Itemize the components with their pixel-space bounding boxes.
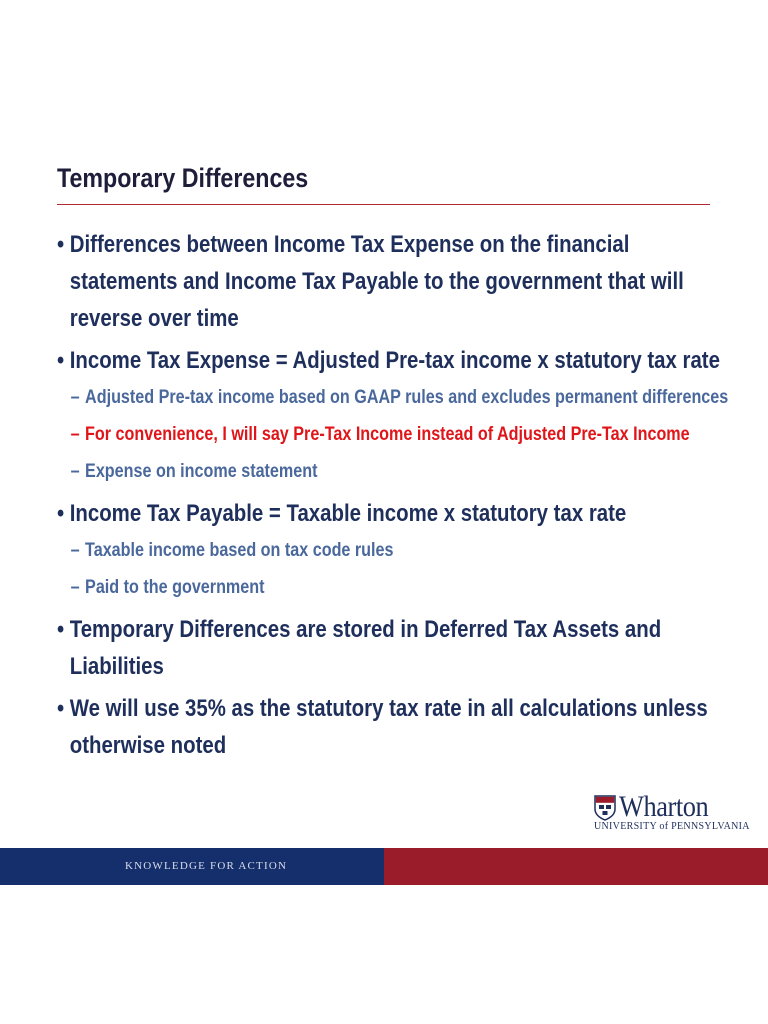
bullet-text: Adjusted Pre-tax income based on GAAP rules and excludes permanent differences <box>85 387 729 408</box>
footer-tagline: KNOWLEDGE FOR ACTION <box>125 860 288 872</box>
bullet-text: For convenience, I will say Pre-Tax Income instead of Adjusted Pre-Tax Income <box>85 424 690 445</box>
sub-bullet-item <box>57 384 740 412</box>
bullet-item <box>57 495 724 532</box>
bullet-marker: • <box>57 231 65 258</box>
logo-wordmark: Wharton <box>619 790 709 823</box>
footer-bar <box>0 848 768 885</box>
bullet-marker: • <box>57 500 65 527</box>
dash-marker: – <box>70 424 80 445</box>
sub-bullet-item <box>57 574 740 602</box>
bullet-marker: • <box>57 695 65 722</box>
logo-subtitle: UNIVERSITY of PENNSYLVANIA <box>594 821 750 832</box>
dash-marker: – <box>70 387 80 408</box>
dash-marker: – <box>70 577 80 598</box>
bullet-text: Temporary Differences are stored in Deferred Tax Assets and Liabilities <box>69 616 662 680</box>
sub-bullet-item <box>57 458 740 486</box>
dash-marker: – <box>70 540 80 561</box>
bullet-text: Income Tax Payable = Taxable income x statutory tax rate <box>69 500 627 527</box>
slide-title: Temporary Differences <box>57 163 309 193</box>
bullet-text: Income Tax Expense = Adjusted Pre-tax income x statutory tax rate <box>69 347 720 374</box>
bullet-list <box>57 226 757 769</box>
bullet-text: Differences between Income Tax Expense on the financial statements and Income Tax Payable to the government that will reverse over time <box>69 231 684 332</box>
bullet-item <box>57 611 724 685</box>
sub-bullet-item <box>57 421 740 449</box>
dash-marker: – <box>70 461 80 482</box>
bullet-marker: • <box>57 616 65 643</box>
bullet-marker: • <box>57 347 65 374</box>
bullet-item <box>57 226 724 337</box>
penn-shield-icon <box>594 795 616 821</box>
bullet-item <box>57 690 724 764</box>
bullet-text: We will use 35% as the statutory tax rate in all calculations unless otherwise noted <box>69 695 708 759</box>
footer-blue-band <box>0 848 384 885</box>
footer-red-band <box>384 848 768 885</box>
bullet-text: Taxable income based on tax code rules <box>85 540 394 561</box>
wharton-logo <box>594 790 750 836</box>
sub-bullet-item <box>57 537 740 565</box>
bullet-text: Paid to the government <box>85 577 265 598</box>
title-divider <box>57 204 710 205</box>
bullet-text: Expense on income statement <box>85 461 318 482</box>
bullet-item <box>57 342 724 379</box>
